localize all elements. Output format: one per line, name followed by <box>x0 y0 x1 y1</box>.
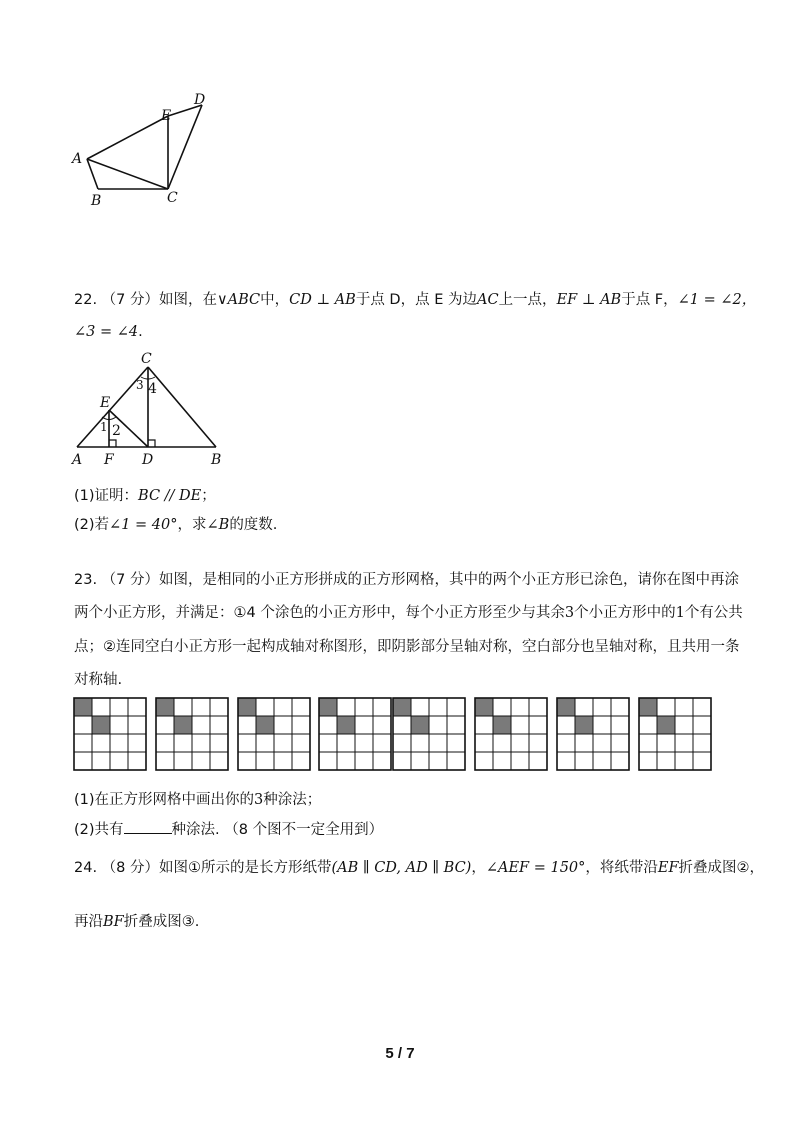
grid-cell[interactable] <box>174 698 192 716</box>
q24-line2 <box>74 912 199 932</box>
grid-cell[interactable] <box>92 698 110 716</box>
grid-cell[interactable] <box>128 716 146 734</box>
grid-cell[interactable] <box>693 734 711 752</box>
grid-cell[interactable] <box>639 752 657 770</box>
shaded-cell[interactable] <box>319 698 337 716</box>
grid-cell[interactable] <box>511 734 529 752</box>
shaded-cell[interactable] <box>575 716 593 734</box>
q22-part2-math: ∠1 = 40° <box>109 517 178 533</box>
grid-cell[interactable] <box>557 752 575 770</box>
shaded-cell[interactable] <box>557 698 575 716</box>
q24-line1 <box>74 858 764 878</box>
grid-cell[interactable] <box>373 734 391 752</box>
grid-cell[interactable] <box>192 716 210 734</box>
square-grid-8[interactable] <box>638 697 714 772</box>
shaded-cell[interactable] <box>238 698 256 716</box>
q24-text: 折叠成图③. <box>123 914 200 930</box>
shaded-cell[interactable] <box>411 716 429 734</box>
grid-cell[interactable] <box>92 734 110 752</box>
grid-cell[interactable] <box>393 752 411 770</box>
grid-cell[interactable] <box>192 698 210 716</box>
q22-part2 <box>74 515 277 535</box>
grid-cell[interactable] <box>256 734 274 752</box>
grid-cell[interactable] <box>373 698 391 716</box>
q23-line4 <box>74 670 122 690</box>
grid-cell[interactable] <box>675 698 693 716</box>
grid-cell[interactable] <box>274 716 292 734</box>
q24-number: 24. <box>74 860 98 876</box>
q22-part2-math2: ∠B <box>206 517 230 533</box>
grid-cell[interactable] <box>274 698 292 716</box>
q23-number: 23. <box>74 572 98 588</box>
grid-cell[interactable] <box>128 752 146 770</box>
grid-cell[interactable] <box>575 752 593 770</box>
shaded-cell[interactable] <box>393 698 411 716</box>
q24-text: 折叠成图②， <box>678 860 765 876</box>
grid-cell[interactable] <box>675 716 693 734</box>
grid-cell[interactable] <box>675 752 693 770</box>
square-grid-4[interactable] <box>318 697 394 772</box>
grid-cell[interactable] <box>611 716 629 734</box>
grid-cell[interactable] <box>128 698 146 716</box>
grid-cell[interactable] <box>511 752 529 770</box>
grid-cell[interactable] <box>529 698 547 716</box>
q24-text: 再沿 <box>74 914 103 930</box>
grid-cell[interactable] <box>110 716 128 734</box>
q23-part1 <box>74 790 321 810</box>
q23-text: 两个小正方形，并满足：①4 个涂色的小正方形中，每个小正方形至少与其余 <box>74 605 565 621</box>
q22-text: ； <box>201 488 216 504</box>
grid-cell[interactable] <box>74 752 92 770</box>
grid-cell[interactable] <box>493 752 511 770</box>
grid-cell[interactable] <box>192 734 210 752</box>
grid-cell[interactable] <box>274 734 292 752</box>
grid-cell[interactable] <box>611 734 629 752</box>
grid-cell[interactable] <box>110 752 128 770</box>
grid-cell[interactable] <box>593 716 611 734</box>
q22-part1 <box>74 486 216 506</box>
square-grid-1[interactable] <box>73 697 149 772</box>
q24-paren-math: (AB ∥ CD, AD ∥ BC) <box>331 860 472 876</box>
shaded-cell[interactable] <box>256 716 274 734</box>
grid-cell[interactable] <box>447 752 465 770</box>
label-C: C <box>167 190 178 206</box>
q22-text: 的度数. <box>229 517 278 533</box>
grid-cell[interactable] <box>355 698 373 716</box>
grid-cell[interactable] <box>475 752 493 770</box>
label-E: E <box>161 108 172 124</box>
grid-cell[interactable] <box>156 734 174 752</box>
q23-line1 <box>74 570 739 590</box>
q23-part2-label: (2)共有 <box>74 822 124 838</box>
grid-cell[interactable] <box>373 752 391 770</box>
grid-cell[interactable] <box>593 752 611 770</box>
grid-cell[interactable] <box>593 734 611 752</box>
q24-angle: ∠AEF = 150° <box>485 860 586 876</box>
grid-cell[interactable] <box>529 752 547 770</box>
label-D: D <box>194 92 206 108</box>
label-B: B <box>211 452 222 468</box>
q22-line2 <box>74 322 143 342</box>
shaded-cell[interactable] <box>156 698 174 716</box>
square-grid-3[interactable] <box>237 697 313 772</box>
label-C: C <box>141 351 152 367</box>
grid-cell[interactable] <box>675 734 693 752</box>
grid-cell[interactable] <box>128 734 146 752</box>
grid-cell[interactable] <box>693 716 711 734</box>
grid-cell[interactable] <box>511 716 529 734</box>
q22-part1-label: (1)证明： <box>74 488 139 504</box>
angle-4-label: 4 <box>148 381 157 397</box>
grid-cell[interactable] <box>575 698 593 716</box>
angle-2-label: 2 <box>112 423 121 439</box>
grid-cell[interactable] <box>238 716 256 734</box>
grid-cell[interactable] <box>274 752 292 770</box>
grid-cell[interactable] <box>74 716 92 734</box>
grid-cell[interactable] <box>238 734 256 752</box>
q22-score: （7 分） <box>101 292 160 308</box>
label-E: E <box>100 395 111 411</box>
grid-cell[interactable] <box>337 698 355 716</box>
q24-score: （8 分） <box>101 860 160 876</box>
shaded-cell[interactable] <box>493 716 511 734</box>
grid-cell[interactable] <box>493 698 511 716</box>
square-grid-2[interactable] <box>155 697 231 772</box>
label-A: A <box>72 452 83 468</box>
q24-text: 如图①所示的是长方形纸带 <box>159 860 332 876</box>
grid-cell[interactable] <box>411 734 429 752</box>
grid-cell[interactable] <box>611 752 629 770</box>
grid-cell[interactable] <box>639 716 657 734</box>
grid-cell[interactable] <box>593 698 611 716</box>
grid-cell[interactable] <box>657 698 675 716</box>
q23-text: 对称轴. <box>74 672 123 688</box>
q23-line2 <box>74 603 743 623</box>
grid-cell[interactable] <box>192 752 210 770</box>
grid-cell[interactable] <box>493 734 511 752</box>
grid-cell[interactable] <box>475 734 493 752</box>
angle-3-label: 3 <box>136 378 144 392</box>
q22-angle-eq2: ∠3 = ∠4 <box>74 324 139 340</box>
grid-cell[interactable] <box>355 752 373 770</box>
q24-ef: EF <box>657 860 679 876</box>
grid-cell[interactable] <box>292 752 310 770</box>
q22-perp2: EF ⊥ AB <box>556 292 622 308</box>
q22-text: 上一点， <box>498 292 557 308</box>
grid-cell[interactable] <box>74 734 92 752</box>
grid-cell[interactable] <box>355 734 373 752</box>
grid-cell[interactable] <box>210 734 228 752</box>
q23-text: 种涂法. （8 个图不一定全用到） <box>171 822 384 838</box>
grid-cell[interactable] <box>429 752 447 770</box>
grid-cell[interactable] <box>657 734 675 752</box>
square-grid-7[interactable] <box>556 697 632 772</box>
page-number: 5 / 7 <box>385 1045 415 1062</box>
q22-number: 22. <box>74 292 98 308</box>
q24-text: ， <box>471 860 486 876</box>
q23-text: 个小正方形中的 <box>574 605 676 621</box>
grid-cell[interactable] <box>511 698 529 716</box>
grid-cell[interactable] <box>292 698 310 716</box>
grid-cell[interactable] <box>337 734 355 752</box>
q22-text: 于点 D，点 E 为边 <box>355 292 477 308</box>
label-A: A <box>72 151 83 167</box>
grid-cell[interactable] <box>337 752 355 770</box>
grid-cell[interactable] <box>657 752 675 770</box>
q22-text: ，求 <box>177 517 207 533</box>
q23-three: 3 <box>564 605 575 621</box>
grid-cell[interactable] <box>575 734 593 752</box>
grid-cell[interactable] <box>611 698 629 716</box>
grid-cell[interactable] <box>447 716 465 734</box>
grid-cell[interactable] <box>447 734 465 752</box>
grid-cell[interactable] <box>174 734 192 752</box>
grid-cell[interactable] <box>319 716 337 734</box>
grid-cell[interactable] <box>557 716 575 734</box>
grid-cell[interactable] <box>210 752 228 770</box>
grid-cell[interactable] <box>292 716 310 734</box>
grid-cell[interactable] <box>429 716 447 734</box>
label-D: D <box>142 452 154 468</box>
q24-text: ，将纸带沿 <box>585 860 658 876</box>
q23-text: 点；②连同空白小正方形一起构成轴对称图形，即阴影部分呈轴对称，空白部分也呈轴对称，且共用一条 <box>74 639 740 655</box>
grid-cell[interactable] <box>110 734 128 752</box>
grid-cell[interactable] <box>393 734 411 752</box>
q22-text: . <box>138 324 143 340</box>
q23-part1-num: 3 <box>254 792 264 808</box>
grid-cell[interactable] <box>393 716 411 734</box>
square-grid-6[interactable] <box>474 697 550 772</box>
grid-cell[interactable] <box>475 716 493 734</box>
grid-cell[interactable] <box>693 698 711 716</box>
shaded-cell[interactable] <box>657 716 675 734</box>
q23-line3 <box>74 637 740 657</box>
q23-one: 1 <box>675 605 685 621</box>
q22-ac: AC <box>476 292 499 308</box>
figure-quadrilateral <box>60 88 230 222</box>
q22-text: 中， <box>260 292 290 308</box>
q23-score: （7 分） <box>101 572 160 588</box>
q22-part2-label: (2)若 <box>74 517 110 533</box>
grid-cell[interactable] <box>355 716 373 734</box>
grid-cell[interactable] <box>639 734 657 752</box>
grid-cell[interactable] <box>411 698 429 716</box>
label-B: B <box>91 193 102 209</box>
shaded-cell[interactable] <box>74 698 92 716</box>
grid-cell[interactable] <box>319 734 337 752</box>
shaded-cell[interactable] <box>92 716 110 734</box>
grid-cell[interactable] <box>557 734 575 752</box>
q23-text: 个有公共 <box>684 605 743 621</box>
q22-part1-math: BC // DE <box>138 488 202 504</box>
shaded-cell[interactable] <box>639 698 657 716</box>
grid-cell[interactable] <box>156 716 174 734</box>
grid-cell[interactable] <box>447 698 465 716</box>
grid-cell[interactable] <box>529 716 547 734</box>
grid-cell[interactable] <box>92 752 110 770</box>
square-grid-5[interactable] <box>392 697 468 772</box>
grid-cell[interactable] <box>411 752 429 770</box>
grid-cell[interactable] <box>529 734 547 752</box>
q22-text: 于点 F， <box>621 292 678 308</box>
q23-text: 如图，是相同的小正方形拼成的正方形网格，其中的两个小正方形已涂色，请你在图中再涂 <box>159 572 740 588</box>
grid-cell[interactable] <box>210 698 228 716</box>
grid-cell[interactable] <box>238 752 256 770</box>
grid-cell[interactable] <box>429 734 447 752</box>
figure-triangle <box>66 345 236 474</box>
grid-cell[interactable] <box>256 698 274 716</box>
label-F: F <box>104 452 114 468</box>
q23-part1-label: (1)在正方形网格中画出你的 <box>74 792 255 808</box>
grid-cell[interactable] <box>156 752 174 770</box>
shaded-cell[interactable] <box>337 716 355 734</box>
q22-triangle: ∨ABC <box>217 292 261 308</box>
angle-1-label: 1 <box>100 420 108 434</box>
shaded-cell[interactable] <box>475 698 493 716</box>
grid-cell[interactable] <box>174 752 192 770</box>
grid-cell[interactable] <box>256 752 274 770</box>
grid-cell[interactable] <box>319 752 337 770</box>
q22-line1 <box>74 290 756 310</box>
answer-blank[interactable] <box>124 819 172 834</box>
grid-cell[interactable] <box>429 698 447 716</box>
q22-angle-eq1: ∠1 = ∠2， <box>677 292 757 308</box>
grid-cell[interactable] <box>292 734 310 752</box>
q23-part2 <box>74 819 383 840</box>
grid-cell[interactable] <box>110 698 128 716</box>
q24-bf: BF <box>103 914 124 930</box>
q22-text: 如图，在 <box>159 292 218 308</box>
shaded-cell[interactable] <box>174 716 192 734</box>
grid-cell[interactable] <box>210 716 228 734</box>
grid-cell[interactable] <box>693 752 711 770</box>
grid-cell[interactable] <box>373 716 391 734</box>
q22-perp1: CD ⊥ AB <box>289 292 356 308</box>
q23-text: 种涂法； <box>263 792 322 808</box>
